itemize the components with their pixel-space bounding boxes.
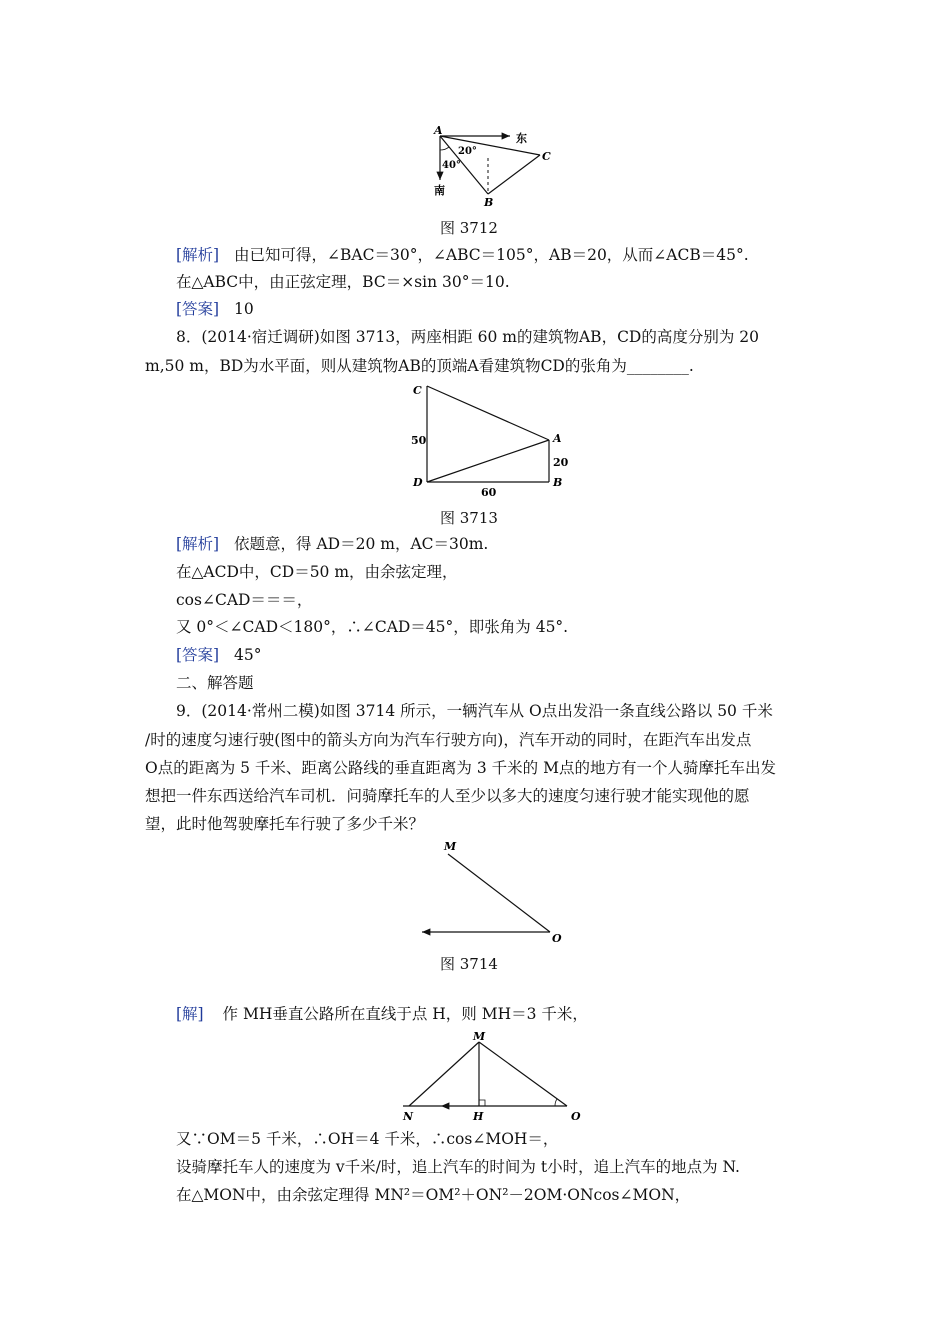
- fig3713-height-50: 50: [411, 434, 427, 447]
- fig3713-height-20: 20: [553, 456, 569, 469]
- fig-sol9-label-n: N: [403, 1110, 414, 1123]
- fig3713-caption: 图 3713: [440, 509, 498, 527]
- q9-line4: 想把一件东西送给汽车司机．问骑摩托车的人至少以多大的速度匀速行驶才能实现他的愿: [145, 787, 750, 805]
- sol8-line3: cos∠CAD＝＝＝，: [176, 591, 313, 609]
- fig3714-label-o: O: [552, 932, 562, 945]
- sol8-answer: [176, 645, 262, 665]
- fig-sol9-label-m: M: [473, 1030, 486, 1043]
- q9-line2: /时的速度匀速行驶(图中的箭头方向为汽车行驶方向)，汽车开动的同时，在距汽车出发点: [145, 731, 752, 749]
- q9-line3: O点的距离为 5 千米、距离公路线的垂直距离为 3 千米的 M点的地方有一个人骑摩托车出发: [145, 759, 776, 777]
- sol9-tag: [解]: [176, 1005, 204, 1023]
- sol7-line2: 在△ABC中，由正弦定理，BC＝×sin 30°＝10.: [176, 273, 510, 291]
- section-heading: 二、解答题: [176, 674, 254, 692]
- sol7-answer-tag: [答案]: [176, 300, 220, 318]
- sol8-line1: [176, 534, 488, 554]
- figure-3712: [420, 122, 570, 212]
- sol7-answer-value: 10: [234, 300, 254, 318]
- fig3713-label-c: C: [413, 384, 422, 397]
- sol8-text1: 依题意，得 AD＝20 m，AC＝30m.: [234, 535, 489, 553]
- sol9-line3: 设骑摩托车人的速度为 v千米/时，追上汽车的时间为 t小时，追上汽车的地点为 N.: [176, 1158, 740, 1176]
- sol9-line4: 在△MON中，由余弦定理得 MN²＝OM²＋ON²－2OM·ONcos∠MON，: [176, 1186, 691, 1204]
- fig3712-angle-20: 20°: [458, 146, 477, 157]
- fig3712-label-c: C: [542, 150, 551, 163]
- fig3712-label-b: B: [484, 196, 494, 209]
- fig3712-label-a: A: [434, 124, 443, 137]
- fig-sol9-label-o: O: [571, 1110, 581, 1123]
- q9-line1: 9．(2014·常州二模)如图 3714 所示，一辆汽车从 O点出发沿一条直线公路以 50 千米: [176, 702, 773, 720]
- sol7-text1: 由已知可得，∠BAC＝30°，∠ABC＝105°，AB＝20，从而∠ACB＝45°.: [234, 246, 749, 264]
- sol8-line2: 在△ACD中，CD＝50 m，由余弦定理，: [176, 563, 458, 581]
- q8-line2: m,50 m，BD为水平面，则从建筑物AB的顶端A看建筑物CD的张角为________.: [145, 357, 694, 375]
- fig3713-label-a: A: [553, 432, 562, 445]
- sol7-answer: [176, 299, 254, 319]
- fig3713-label-d: D: [413, 476, 423, 489]
- figure-3713: [405, 380, 585, 500]
- fig-sol9-label-h: H: [473, 1110, 484, 1123]
- sol8-answer-tag: [答案]: [176, 646, 220, 664]
- q9-line5: 望，此时他驾驶摩托车行驶了多少千米？: [145, 815, 425, 833]
- fig3714-caption: 图 3714: [440, 955, 498, 973]
- sol9-text1: 作 MH垂直公路所在直线于点 H，则 MH＝3 千米，: [222, 1005, 588, 1023]
- sol9-line1: [176, 1004, 588, 1024]
- fig3712-label-east: 东: [516, 132, 527, 145]
- figure-solution-9: [395, 1028, 595, 1126]
- fig3712-label-south: 南: [434, 184, 445, 197]
- fig3712-angle-40: 40°: [442, 160, 461, 171]
- sol9-line2: 又∵OM＝5 千米，∴OH＝4 千米，∴cos∠MOH＝，: [176, 1130, 559, 1148]
- fig3714-label-m: M: [444, 840, 457, 853]
- sol7-line1: [176, 245, 749, 265]
- sol8-line4: 又 0°＜∠CAD＜180°，∴∠CAD＝45°，即张角为 45°.: [176, 618, 569, 636]
- sol8-answer-value: 45°: [234, 646, 262, 664]
- fig3712-caption: 图 3712: [440, 219, 498, 237]
- figure-3714: [410, 838, 570, 948]
- fig3713-label-b: B: [553, 476, 563, 489]
- sol8-tag: [解析]: [176, 535, 220, 553]
- q8-line1: 8．(2014·宿迁调研)如图 3713，两座相距 60 m的建筑物AB，CD的高度分别为 20: [176, 328, 759, 346]
- fig3713-width-60: 60: [481, 486, 497, 499]
- sol7-tag: [解析]: [176, 246, 220, 264]
